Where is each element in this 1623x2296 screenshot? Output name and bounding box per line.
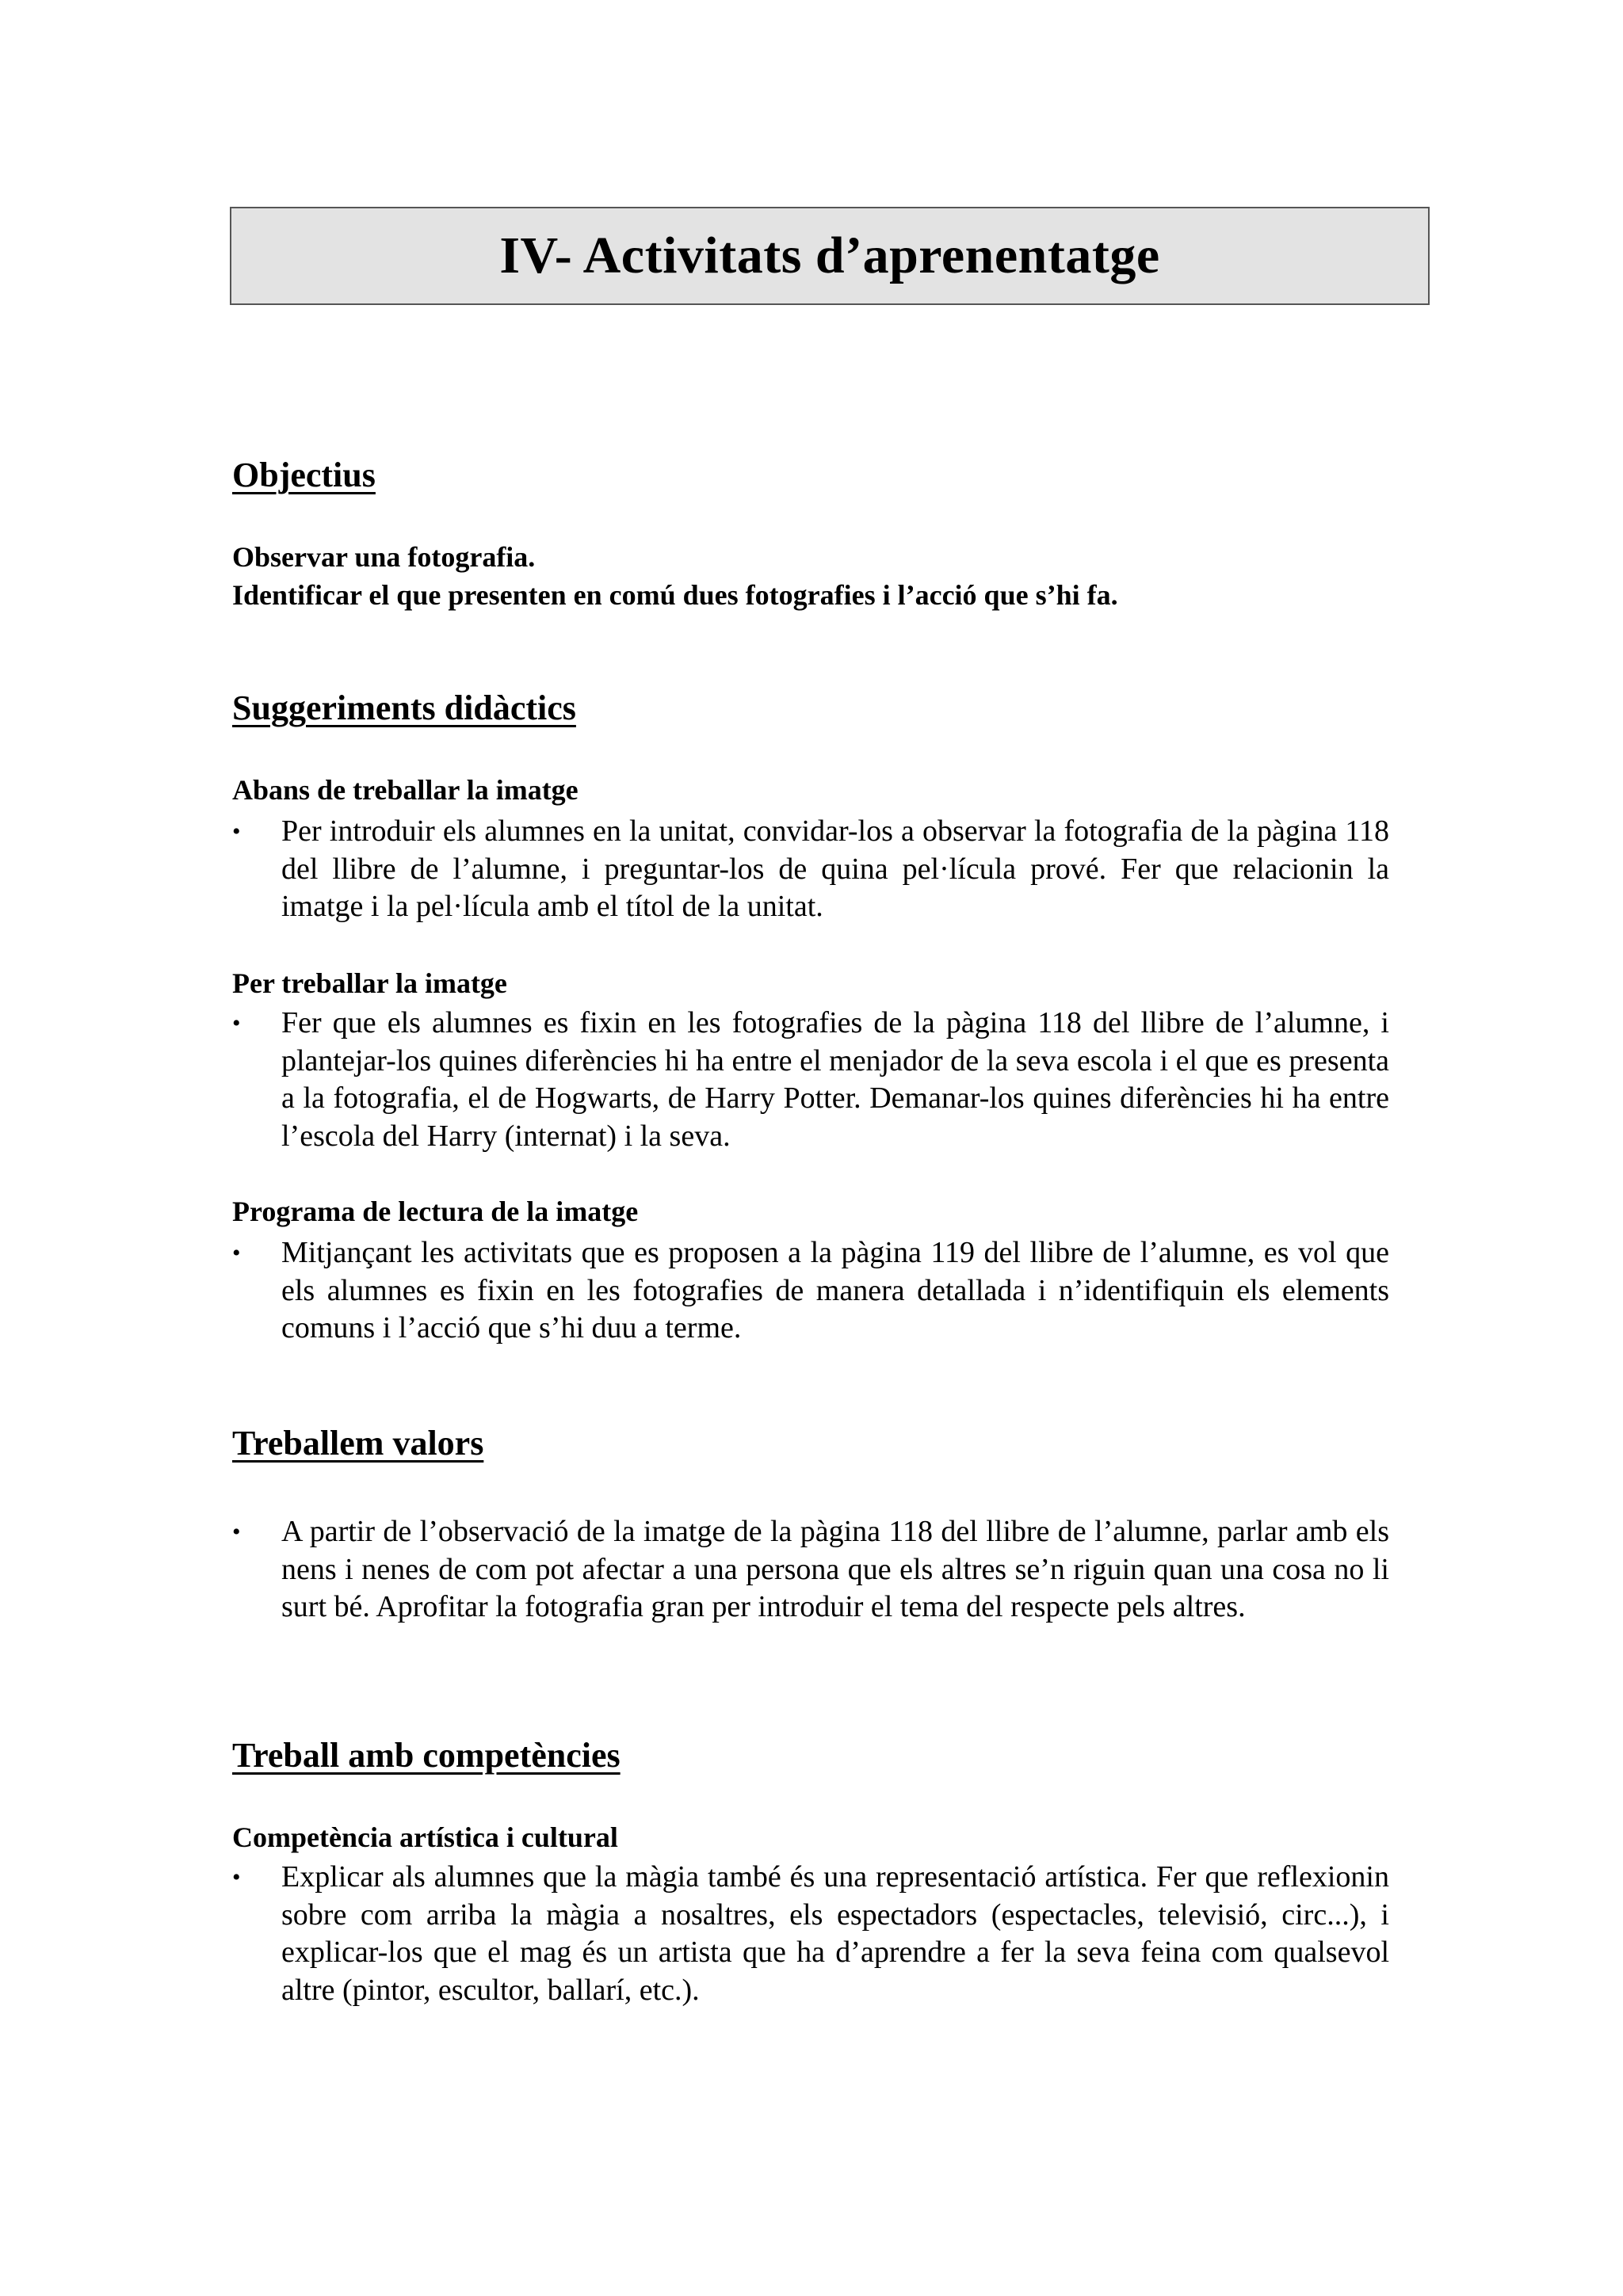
- bullet-dot: •: [232, 818, 241, 845]
- bullet-text: Explicar als alumnes que la màgia també és una representació artística. Fer que reflexionin sobre com arriba la màgia a nosaltres, els espectadors (espectacles, televisió, circ...), i explicar-los que el mag és un artista que ha d’aprendre a fer la seva feina com qualsevol altre (pintor, escultor, ballarí, etc.).: [281, 1860, 1389, 2007]
- subheading-abans: Abans de treballar la imatge: [232, 774, 579, 806]
- bullet-abans: [232, 813, 1389, 926]
- title-box: [230, 207, 1430, 305]
- heading-suggeriments: Suggeriments didàctics: [232, 688, 576, 727]
- subheading-competencia-artistica: Competència artística i cultural: [232, 1821, 618, 1853]
- bullet-text: Per introduir els alumnes en la unitat, convidar-los a observar la fotografia de la pàgina 118 del llibre de l’alumne, i preguntar-los de quina pel·lícula prové. Fer que relacionin la imatge i la pel·lícula amb el títol de la unitat.: [281, 814, 1389, 923]
- objective-line-2: Identificar el que presenten en comú dues fotografies i l’acció que s’hi fa.: [232, 579, 1118, 611]
- subheading-per-treballar: Per treballar la imatge: [232, 967, 507, 999]
- heading-objectius: Objectius: [232, 456, 376, 494]
- bullet-programa: [232, 1234, 1389, 1348]
- bullet-text: A partir de l’observació de la imatge de la pàgina 118 del llibre de l’alumne, parlar amb els nens i nenes de com pot afectar a una persona que els altres se’n riguin quan una cosa no li surt bé. Aprofitar la fotografia gran per introduir el tema del respecte pels altres.: [281, 1515, 1389, 1623]
- bullet-dot: •: [232, 1010, 241, 1036]
- bullet-valors: [232, 1513, 1389, 1627]
- bullet-per-treballar: [232, 1005, 1389, 1155]
- subheading-programa: Programa de lectura de la imatge: [232, 1196, 639, 1227]
- bullet-dot: •: [232, 1864, 241, 1890]
- bullet-text: Fer que els alumnes es fixin en les fotografies de la pàgina 118 del llibre de l’alumne, i plantejar-los quines diferències hi ha entre el menjador de la seva escola i el que es presenta a la fotografia, el de Hogwarts, de Harry Potter. Demanar-los quines diferències hi ha entre l’escola del Harry (internat) i la seva.: [281, 1006, 1389, 1153]
- bullet-dot: •: [232, 1240, 241, 1266]
- bullet-competencies: [232, 1859, 1389, 2009]
- heading-competencies: Treball amb competències: [232, 1736, 621, 1775]
- objective-line-1: Observar una fotografia.: [232, 541, 536, 573]
- bullet-text: Mitjançant les activitats que es proposen a la pàgina 119 del llibre de l’alumne, es vol que els alumnes es fixin en les fotografies de manera detallada i n’identifiquin els elements comuns i l’acció que s’hi duu a terme.: [281, 1236, 1389, 1344]
- page-title: IV- Activitats d’aprenentatge: [499, 227, 1160, 284]
- bullet-dot: •: [232, 1519, 241, 1545]
- heading-valors: Treballem valors: [232, 1424, 484, 1463]
